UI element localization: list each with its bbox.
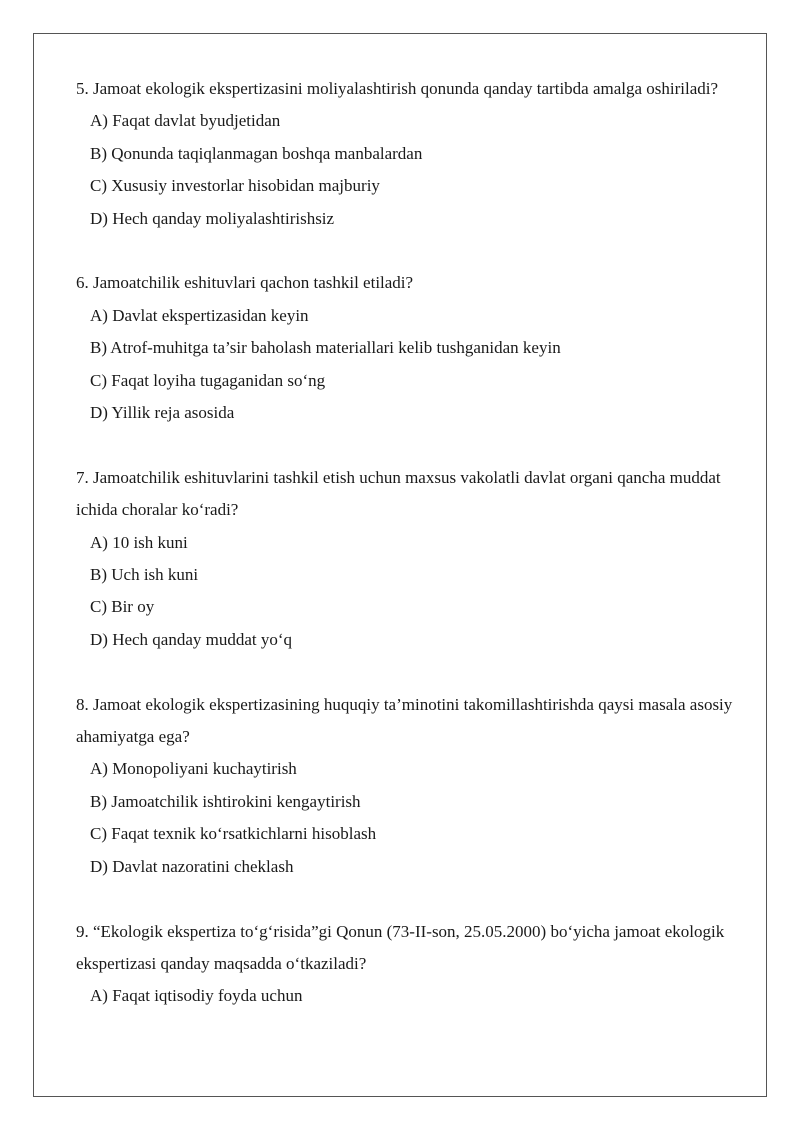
option-b: B) Uch ish kuni xyxy=(90,565,199,585)
question-list xyxy=(76,73,746,1013)
question-text: 8. Jamoat ekologik ekspertizasining huquqiy ta’minotini takomillashtirishda qaysi masala asosiy ahamiyatga ega? xyxy=(76,694,733,747)
question-5 xyxy=(76,73,746,235)
option-a: A) 10 ish kuni xyxy=(90,532,188,552)
question-text: 7. Jamoatchilik eshituvlarini tashkil etish uchun maxsus vakolatli davlat organi qancha muddat ichida choralar ko‘radi? xyxy=(76,467,721,520)
option-c: C) Faqat texnik ko‘rsatkichlarni hisoblash xyxy=(90,824,377,844)
option-c: C) Faqat loyiha tugaganidan so‘ng xyxy=(90,370,326,390)
option-d: D) Yillik reja asosida xyxy=(90,403,235,423)
question-7 xyxy=(76,462,746,656)
option-d: D) Davlat nazoratini cheklash xyxy=(90,856,294,876)
option-a: A) Monopoliyani kuchaytirish xyxy=(90,759,297,779)
question-8 xyxy=(76,689,746,883)
option-c: C) Bir oy xyxy=(90,597,155,617)
option-b: B) Jamoatchilik ishtirokini kengaytirish xyxy=(90,791,361,811)
option-a: A) Faqat davlat byudjetidan xyxy=(90,111,281,131)
option-a: A) Davlat ekspertizasidan keyin xyxy=(90,305,309,325)
option-a: A) Faqat iqtisodiy foyda uchun xyxy=(90,986,303,1006)
option-d: D) Hech qanday muddat yo‘q xyxy=(90,629,293,649)
question-text: 5. Jamoat ekologik ekspertizasini moliyalashtirish qonunda qanday tartibda amalga oshiriladi? xyxy=(76,79,719,98)
question-text: 6. Jamoatchilik eshituvlari qachon tashkil etiladi? xyxy=(76,273,414,293)
option-d: D) Hech qanday moliyalashtirishsiz xyxy=(90,208,335,228)
option-b: B) Atrof-muhitga ta’sir baholash materiallari kelib tushganidan keyin xyxy=(90,338,561,358)
option-b: B) Qonunda taqiqlanmagan boshqa manbalardan xyxy=(90,143,423,163)
question-6 xyxy=(76,267,746,429)
question-text: 9. “Ekologik ekspertiza to‘g‘risida”gi Qonun (73-II-son, 25.05.2000) bo‘yicha jamoat ekologik ekspertizasi qanday maqsadda o‘tkaziladi? xyxy=(76,921,725,973)
option-c: C) Xususiy investorlar hisobidan majburiy xyxy=(90,176,380,196)
question-9 xyxy=(76,916,746,1013)
